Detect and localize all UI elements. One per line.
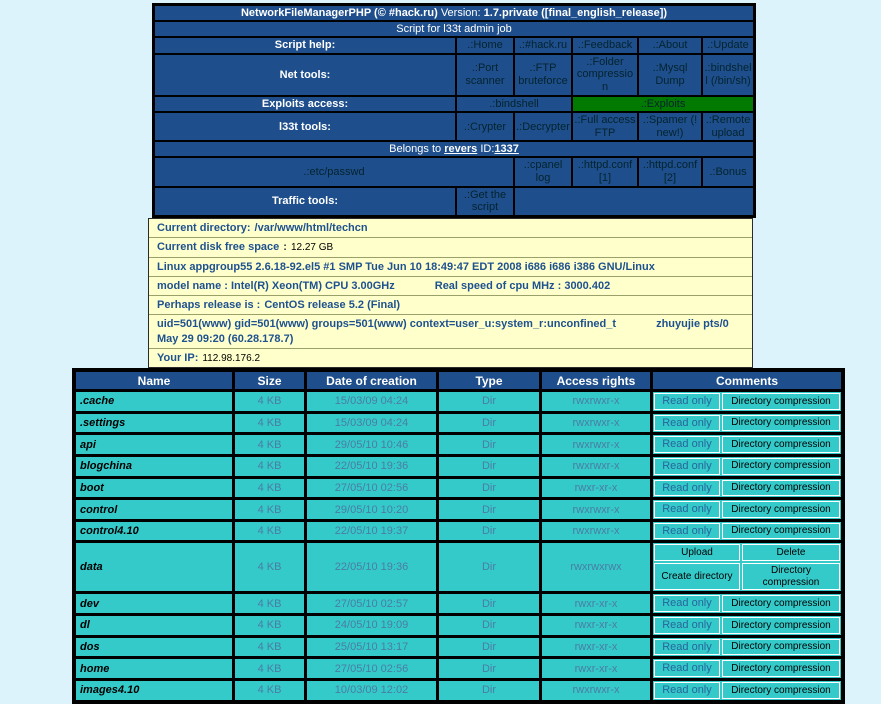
file-name-link[interactable]: api (76, 435, 232, 454)
file-name-link[interactable]: .settings (76, 414, 232, 433)
file-access-rights: rwxrwxr-x (542, 522, 650, 541)
file-name-link[interactable]: .cache (76, 392, 232, 411)
table-row (76, 435, 841, 454)
file-name-link[interactable]: dl (76, 616, 232, 635)
file-name-link[interactable]: control4.10 (76, 522, 232, 541)
file-comments-cell (653, 681, 841, 700)
directory-compression-button[interactable]: Directory compression (722, 415, 840, 432)
read-only-button[interactable]: Read only (654, 660, 720, 677)
info-text: Current disk free space (157, 241, 280, 254)
file-actions (654, 458, 840, 475)
nav-link[interactable]: .:About (639, 38, 701, 53)
file-name-link[interactable]: images4.10 (76, 681, 232, 700)
nav-link[interactable]: .:Exploits (573, 97, 753, 112)
directory-compression-button[interactable]: Directory compression (722, 639, 840, 656)
file-date: 27/05/10 02:57 (307, 594, 436, 613)
read-only-button[interactable]: Read only (654, 682, 720, 699)
file-type: Dir (439, 659, 539, 678)
traffic-row-filler (515, 188, 753, 215)
read-only-button[interactable]: Read only (654, 480, 720, 497)
info-text: Your IP: (157, 352, 199, 365)
directory-compression-button[interactable]: Directory compression (722, 458, 840, 475)
file-comments-cell (653, 522, 841, 541)
file-comments-cell (653, 414, 841, 433)
file-comments-cell (653, 479, 841, 498)
file-access-rights: rwxrwxr-x (542, 457, 650, 476)
file-access-rights: rwxrwxr-x (542, 414, 650, 433)
belongs-row (155, 142, 753, 156)
info-row (149, 277, 752, 296)
table-row (76, 594, 841, 613)
file-access-rights: rwxrwxr-x (542, 435, 650, 454)
traffic-tools-label: Traffic tools: (155, 188, 455, 215)
read-only-button[interactable]: Read only (654, 436, 720, 453)
file-access-rights: rwxrwxr-x (542, 681, 650, 700)
file-table (72, 368, 845, 704)
file-type: Dir (439, 414, 539, 433)
nav-link[interactable]: .:bindshell (/bin/sh) (703, 55, 753, 95)
file-actions (654, 480, 840, 497)
table-row (76, 392, 841, 411)
nav-link[interactable]: .:httpd.conf [1] (573, 158, 637, 185)
version-label: Version: (440, 6, 481, 19)
file-actions (654, 393, 840, 410)
file-name-link[interactable]: home (76, 659, 232, 678)
nav-link[interactable]: .:Decrypter (515, 113, 571, 140)
file-name-link[interactable]: dos (76, 638, 232, 657)
info-row (149, 315, 752, 349)
read-only-button[interactable]: Read only (654, 393, 720, 410)
file-type: Dir (439, 543, 539, 591)
info-text: 112.98.176.2 (202, 353, 261, 365)
upload-button[interactable]: Upload (654, 544, 740, 561)
file-date: 22/05/10 19:36 (307, 457, 436, 476)
file-comments-cell (653, 457, 841, 476)
nav-link[interactable]: .:FTP bruteforce (515, 55, 571, 95)
section-label: Exploits access: (155, 97, 455, 112)
table-row (76, 522, 841, 541)
nav-link[interactable]: .:httpd.conf [2] (639, 158, 701, 185)
header-table (152, 3, 756, 218)
info-text: Real speed of cpu MHz : 3000.402 (434, 279, 611, 292)
system-info-panel (148, 218, 753, 368)
file-date: 27/05/10 02:56 (307, 479, 436, 498)
file-size: 4 KB (235, 543, 304, 591)
file-access-rights: rwxr-xr-x (542, 638, 650, 657)
file-type: Dir (439, 479, 539, 498)
section-label: Net tools: (155, 55, 455, 95)
file-name-link[interactable]: boot (76, 479, 232, 498)
nav-link[interactable]: .:bindshell (457, 97, 571, 112)
file-size: 4 KB (235, 638, 304, 657)
directory-compression-button[interactable]: Directory compression (722, 682, 840, 699)
directory-compression-button[interactable]: Directory compression (722, 480, 840, 497)
file-date: 25/05/10 13:17 (307, 638, 436, 657)
file-type: Dir (439, 681, 539, 700)
nav-link[interactable]: .:etc/passwd (155, 158, 513, 185)
delete-button[interactable]: Delete (742, 544, 840, 561)
directory-compression-button[interactable]: Directory compression (722, 393, 840, 410)
file-comments-cell (653, 616, 841, 635)
nav-link[interactable]: .:Mysql Dump (639, 55, 701, 95)
info-row (149, 349, 752, 367)
info-row (149, 219, 752, 238)
file-name-link[interactable]: data (76, 543, 232, 591)
create-directory-button[interactable]: Create directory (654, 563, 740, 590)
file-type: Dir (439, 435, 539, 454)
file-actions (654, 415, 840, 432)
table-row (76, 681, 841, 700)
file-comments-cell (653, 543, 841, 591)
nav-link[interactable]: .:#hack.ru (515, 38, 571, 53)
read-only-button[interactable]: Read only (654, 617, 720, 634)
info-text: zhuyujie pts/0 May 29 09:20 (60.28.178.7) (157, 318, 729, 345)
section-label: l33t tools: (155, 113, 455, 140)
file-actions (654, 501, 840, 518)
nav-link[interactable]: .:Bonus (703, 158, 753, 185)
file-type: Dir (439, 522, 539, 541)
read-only-button[interactable]: Read only (654, 458, 720, 475)
read-only-button[interactable]: Read only (654, 523, 720, 540)
column-header: Date of creation (307, 372, 436, 389)
info-text: : (283, 241, 287, 254)
file-size: 4 KB (235, 392, 304, 411)
file-actions (654, 660, 840, 677)
info-row (149, 258, 752, 277)
section-label: Script help: (155, 38, 455, 53)
file-size: 4 KB (235, 681, 304, 700)
info-text: /var/www/html/techcn (254, 222, 368, 234)
info-text: uid=501(www) gid=501(www) groups=501(www) context=user_u:system_r:unconfined_t (157, 318, 617, 331)
nav-link[interactable]: .:Crypter (457, 113, 513, 140)
info-row (149, 296, 752, 315)
file-date: 29/05/10 10:20 (307, 500, 436, 519)
file-name-link[interactable]: blogchina (76, 457, 232, 476)
file-access-rights: rwxr-xr-x (542, 594, 650, 613)
belongs-prefix: Belongs to (389, 143, 442, 156)
owner-id-link[interactable]: 1337 (494, 143, 519, 156)
file-comments-cell (653, 638, 841, 657)
file-actions (654, 436, 840, 453)
file-actions (654, 639, 840, 656)
file-type: Dir (439, 594, 539, 613)
owner-id-label: ID: (480, 143, 495, 156)
file-access-rights: rwxrwxr-x (542, 500, 650, 519)
table-row (76, 638, 841, 657)
table-row (76, 500, 841, 519)
file-size: 4 KB (235, 457, 304, 476)
nav-link[interactable]: .:cpanel log (515, 158, 571, 185)
file-comments-cell (653, 594, 841, 613)
directory-compression-button[interactable]: Directory compression (722, 617, 840, 634)
read-only-button[interactable]: Read only (654, 415, 720, 432)
info-text: 12.27 GB (290, 242, 334, 254)
subtitle: Script for l33t admin job (155, 22, 753, 36)
file-size: 4 KB (235, 414, 304, 433)
column-header: Type (439, 372, 539, 389)
directory-compression-button[interactable]: Directory compression (742, 563, 840, 590)
file-name-link[interactable]: control (76, 500, 232, 519)
file-date: 24/05/10 19:09 (307, 616, 436, 635)
column-header: Name (76, 372, 232, 389)
directory-compression-button[interactable]: Directory compression (722, 501, 840, 518)
file-size: 4 KB (235, 479, 304, 498)
file-actions (654, 523, 840, 540)
file-size: 4 KB (235, 616, 304, 635)
table-row (76, 457, 841, 476)
file-size: 4 KB (235, 500, 304, 519)
info-text: Current directory: (157, 222, 251, 234)
file-access-rights: rwxrwxr-x (542, 392, 650, 411)
version-value: 1.7.private ([final_english_release]) (483, 6, 668, 19)
file-actions (654, 595, 840, 612)
file-actions (654, 544, 840, 590)
file-type: Dir (439, 616, 539, 635)
nav-link[interactable]: .:Feedback (573, 38, 637, 53)
file-date: 15/03/09 04:24 (307, 414, 436, 433)
file-date: 27/05/10 02:56 (307, 659, 436, 678)
file-type: Dir (439, 638, 539, 657)
directory-compression-button[interactable]: Directory compression (722, 436, 840, 453)
file-access-rights: rwxr-xr-x (542, 616, 650, 635)
file-date: 22/05/10 19:36 (307, 543, 436, 591)
file-date: 10/03/09 12:02 (307, 681, 436, 700)
info-text: Linux appgroup55 2.6.18-92.el5 #1 SMP Tue Jun 10 18:49:47 EDT 2008 i686 i686 i386 GNU/Linux (157, 260, 655, 273)
file-size: 4 KB (235, 435, 304, 454)
directory-compression-button[interactable]: Directory compression (722, 523, 840, 540)
file-actions (654, 682, 840, 699)
file-access-rights: rwxr-xr-x (542, 479, 650, 498)
file-size: 4 KB (235, 659, 304, 678)
file-size: 4 KB (235, 594, 304, 613)
file-type: Dir (439, 500, 539, 519)
table-row (76, 616, 841, 635)
file-size: 4 KB (235, 522, 304, 541)
file-comments-cell (653, 392, 841, 411)
column-header: Size (235, 372, 304, 389)
file-actions (654, 617, 840, 634)
app-name: NetworkFileManagerPHP (© #hack.ru) (240, 6, 438, 19)
info-text: Perhaps release is : (157, 299, 261, 312)
column-header: Comments (653, 372, 841, 389)
file-access-rights: rwxr-xr-x (542, 659, 650, 678)
nav-link[interactable]: .:Remote upload (703, 113, 753, 140)
file-type: Dir (439, 457, 539, 476)
file-comments-cell (653, 659, 841, 678)
file-date: 29/05/10 10:46 (307, 435, 436, 454)
nav-link[interactable]: .:Folder compression (573, 55, 637, 95)
table-row (76, 414, 841, 433)
app-title (155, 6, 753, 20)
owner-link[interactable]: revers (444, 143, 478, 156)
directory-compression-button[interactable]: Directory compression (722, 595, 840, 612)
file-comments-cell (653, 500, 841, 519)
column-header: Access rights (542, 372, 650, 389)
info-text: CentOS release 5.2 (Final) (264, 299, 401, 312)
table-row (76, 479, 841, 498)
info-row (149, 238, 752, 257)
nav-link[interactable]: .:Full access FTP (574, 114, 636, 139)
file-access-rights: rwxrwxrwx (542, 543, 650, 591)
file-type: Dir (439, 392, 539, 411)
read-only-button[interactable]: Read only (654, 595, 720, 612)
nav-link[interactable]: .:Update (703, 38, 753, 53)
read-only-button[interactable]: Read only (654, 639, 720, 656)
nav-link[interactable]: .:Home (457, 38, 513, 53)
file-name-link[interactable]: dev (76, 594, 232, 613)
read-only-button[interactable]: Read only (654, 501, 720, 518)
file-comments-cell (653, 435, 841, 454)
nav-link[interactable]: .:Port scanner (457, 55, 513, 95)
nav-link[interactable]: .:Spamer (! new!) (639, 113, 701, 140)
directory-compression-button[interactable]: Directory compression (722, 660, 840, 677)
table-row (76, 659, 841, 678)
get-script-link[interactable]: .:Get the script (457, 188, 513, 215)
file-date: 22/05/10 19:37 (307, 522, 436, 541)
table-row (76, 543, 841, 591)
info-text: model name : Intel(R) Xeon(TM) CPU 3.00GHz (157, 279, 395, 292)
file-date: 15/03/09 04:24 (307, 392, 436, 411)
